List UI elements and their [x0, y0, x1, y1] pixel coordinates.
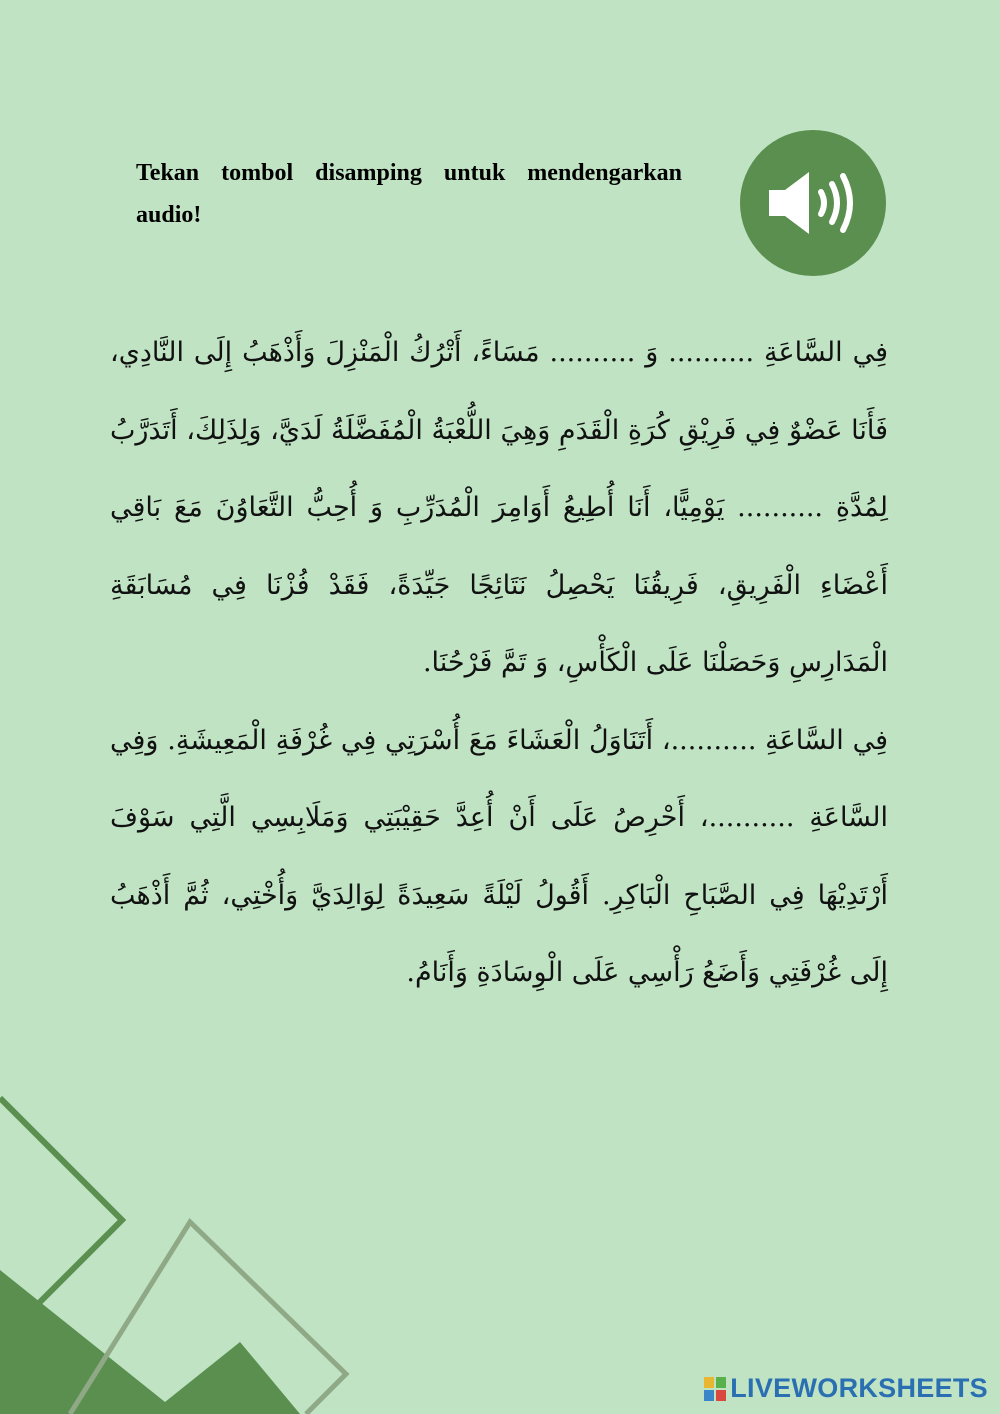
brand-name: LIVEWORKSHEETS [730, 1373, 988, 1403]
arabic-passage [110, 314, 888, 1012]
paragraph-2: فِي السَّاعَةِ ..........، أَتَنَاوَلُ الْعَشَاءَ مَعَ أُسْرَتِي فِي غُرْفَةِ الْمَعِيشَةِ. وَفِي السَّاعَةِ ..........، أَحْرِصُ عَلَى أَنْ أُعِدَّ حَقِيْبَتِي وَمَلَابِسِي الَّتِي سَوْفَ أَرْتَدِيْهَا فِي الصَّبَاحِ الْبَاكِرِ. أَقُولُ لَيْلَةً سَعِيدَةً لِوَالِدَيَّ وَأُخْتِي، ثُمَّ أَذْهَبُ إِلَى غُرْفَتِي وَأَضَعُ رَأْسِي عَلَى الْوِسَادَةِ وَأَنَامُ. [110, 724, 888, 988]
audio-play-button[interactable] [740, 130, 886, 276]
instruction-text: Tekan tombol disamping untuk mendengarkan audio! [136, 160, 682, 228]
liveworksheets-brand [704, 1373, 988, 1404]
decorative-geometric-shapes [0, 1080, 360, 1414]
liveworksheets-logo [704, 1377, 726, 1401]
speaker-volume-icon [765, 168, 861, 238]
paragraph-1: فِي السَّاعَةِ .......... وَ .......... مَسَاءً، أَتْرُكُ الْمَنْزِلَ وَأَذْهَبُ إِلَى النَّادِي، فَأَنَا عَضْوٌ فِي فَرِيْقِ كُرَةِ الْقَدَمِ وَهِيَ اللُّعْبَةُ الْمُفَضَّلَةُ لَدَيَّ، وَلِذَلِكَ، أَتَدَرَّبُ لِمُدَّةِ .......... يَوْمِيًّا، أَنَا أُطِيعُ أَوَامِرَ الْمُدَرِّبِ وَ أُحِبُّ التَّعَاوُنَ مَعَ بَاقِي أَعْضَاءِ الْفَرِيقِ، فَرِيقُنَا يَحْصِلُ نَتَائِجًا جَيِّدَةً، فَقَدْ فُزْنَا فِي مُسَابَقَةِ الْمَدَارِسِ وَحَصَلْنَا عَلَى الْكَأْسِ، وَ تَمَّ فَرْحُنَا. [110, 337, 888, 678]
